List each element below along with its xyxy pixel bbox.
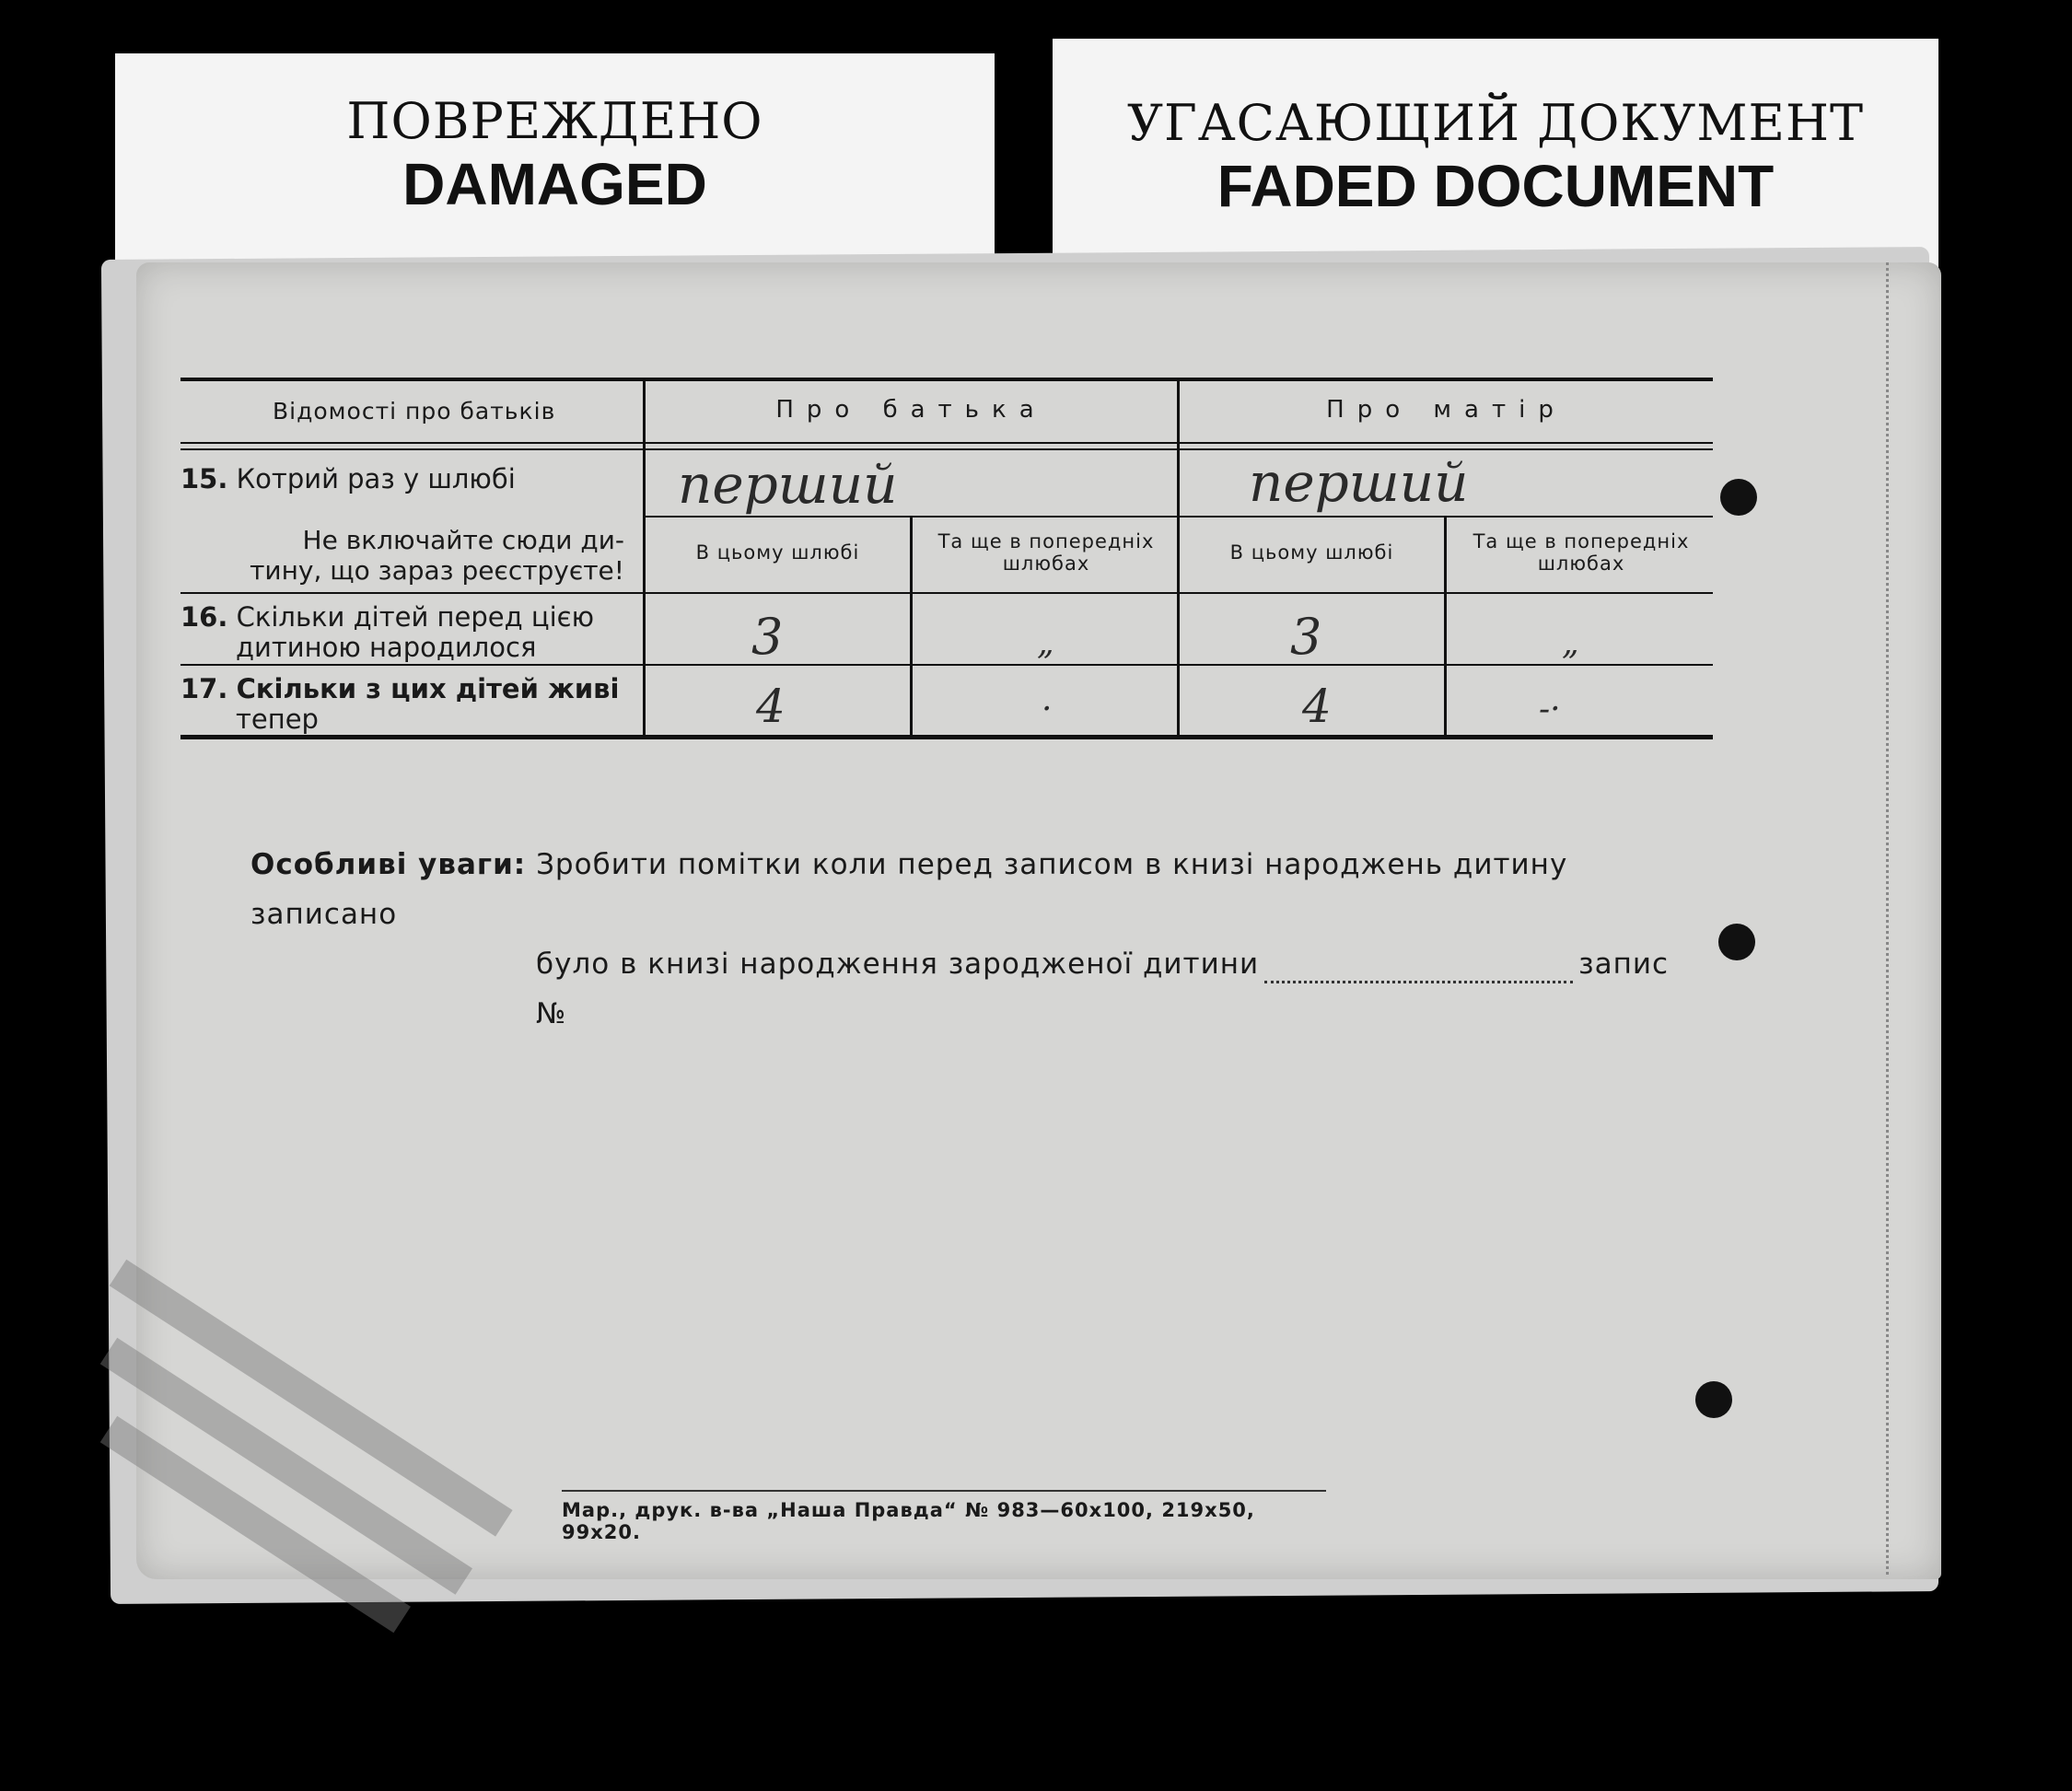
handwritten-father-children-before: 3: [751, 608, 784, 666]
question-16: [180, 602, 594, 663]
faded-label-en: FADED DOCUMENT: [1216, 153, 1775, 219]
exclude-note-line: Не включайте сюди ди-: [302, 525, 624, 555]
question-17: [180, 674, 619, 735]
subheader-mother-this-marriage: В цьому шлюбі: [1229, 541, 1394, 564]
handwritten-mother-marriage: перший: [1249, 451, 1469, 514]
special-notes-label: Особливі уваги:: [250, 848, 527, 881]
faded-label-card: [1053, 39, 1938, 283]
question-number: 17.: [180, 673, 228, 704]
table-rule: [180, 664, 1713, 666]
question-number: 16.: [180, 601, 228, 633]
parents-info-table: [180, 378, 1713, 741]
subheader-mother-previous-marriages: Та ще в попередніх шлюбах: [1473, 530, 1690, 575]
header-mother: Про матір: [1326, 396, 1566, 424]
question-text: дитиною народилося: [236, 632, 537, 663]
table-rule: [180, 378, 1713, 381]
damaged-label-ru: ПОВРЕЖДЕНО: [346, 92, 763, 150]
question-15: [180, 464, 516, 494]
punch-hole: [1695, 1381, 1732, 1418]
header-parents-info: Відомості про батьків: [273, 398, 556, 424]
subheader-father-previous-marriages: Та ще в попередніх шлюбах: [937, 530, 1155, 575]
damaged-label-en: DAMAGED: [402, 151, 707, 217]
handwritten-father-prev-children: „: [1037, 624, 1054, 662]
special-notes-line: було в книзі народження зародженої дитини: [536, 948, 1260, 981]
table-divider: [1444, 518, 1447, 738]
handwritten-mother-prev-children: „: [1562, 624, 1579, 662]
exclude-note: [238, 525, 624, 586]
table-rule: [180, 448, 1713, 450]
question-text: Котрий раз у шлюбі: [236, 463, 516, 494]
question-text: тепер: [236, 704, 319, 735]
punch-hole: [1720, 479, 1757, 516]
perforation-line: [1886, 262, 1889, 1575]
table-rule: [180, 735, 1713, 739]
handwritten-father-prev-alive: ·: [1042, 691, 1053, 728]
printer-imprint: Мар., друк. в-ва „Наша Правда“ № 983—60x100, 219x50, 99x20.: [562, 1490, 1326, 1543]
record-number-label: запис №: [536, 948, 1670, 1030]
fill-in-blank: [1264, 981, 1573, 983]
header-father: Про батька: [775, 396, 1047, 424]
table-divider: [910, 518, 913, 738]
subheader-father-this-marriage: В цьому шлюбі: [695, 541, 860, 564]
special-notes-line: Зробити помітки коли перед записом в книзі народжень дитину записано: [250, 848, 1568, 931]
exclude-note-line: тину, що зараз реєструєте!: [250, 555, 624, 586]
handwritten-mother-children-alive: 4: [1302, 680, 1332, 733]
question-number: 15.: [180, 463, 228, 494]
question-text: Скільки з цих дітей живі: [236, 673, 620, 704]
handwritten-mother-children-before: 3: [1290, 608, 1322, 666]
question-text: Скільки дітей перед цією: [236, 601, 594, 633]
handwritten-mother-prev-alive: -·: [1539, 691, 1561, 728]
handwritten-father-marriage: перший: [678, 453, 898, 516]
handwritten-father-children-alive: 4: [756, 680, 786, 733]
faded-label-ru: УГАСАЮЩИЙ ДОКУМЕНТ: [1126, 94, 1865, 152]
punch-hole: [1718, 924, 1755, 960]
table-rule: [180, 592, 1713, 594]
special-notes: [250, 840, 1678, 1039]
table-rule: [180, 442, 1713, 444]
